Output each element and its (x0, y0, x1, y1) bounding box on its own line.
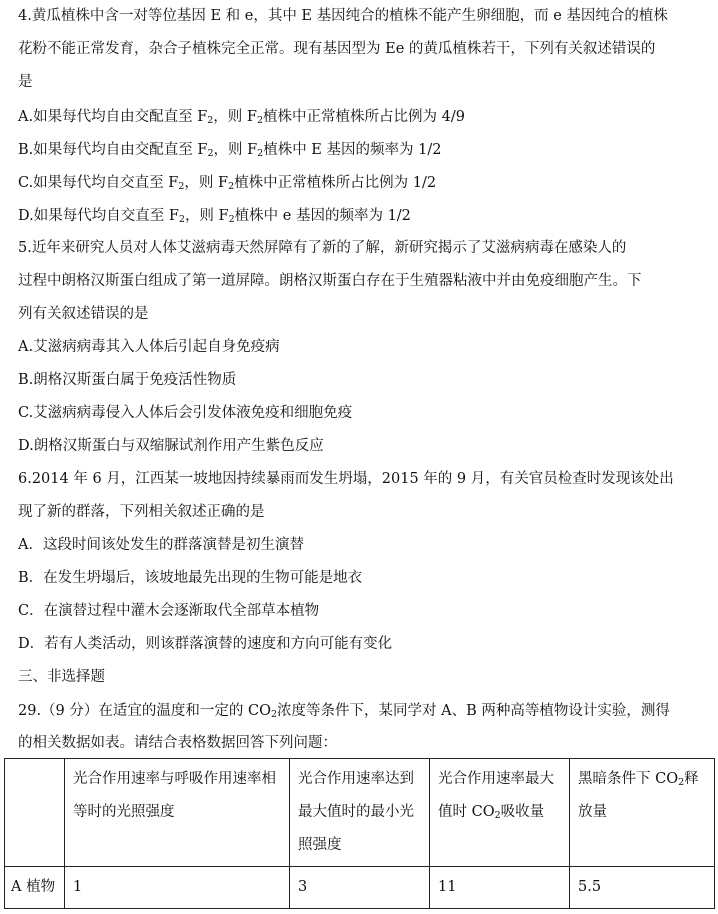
table-row (5, 867, 715, 909)
q6-option-b: B．在发生坍塌后，该坡地最先出现的生物可能是地衣 (18, 570, 363, 586)
table-corner-cell (5, 759, 65, 867)
q29-data-table (4, 758, 715, 909)
q4-stem-line-2: 花粉不能正常发育，杂合子植株完全正常。现有基因型为 Ee 的黄瓜植株若干，下列有关叙述错误的 (18, 41, 656, 57)
q4-option-b: B.如果每代均自由交配直至 $F_2$，则 $F_2$植株中 E 基因的频率为 1/2 (18, 142, 442, 159)
q4-option-a: A.如果每代均自由交配直至 $F_2$，则 $F_2$植株中正常植株所占比例为 4/9 (18, 109, 465, 126)
table-header-light-saturation: 光合作用速率达到最大值时的最小光照强度 (290, 759, 430, 867)
q6-option-d: D．若有人类活动，则该群落演替的速度和方向可能有变化 (18, 636, 393, 652)
q6-stem-line-1: 6.2014 年 6 月，江西某一坡地因持续暴雨而发生坍塌，2015 年的 9 月，有关官员检查时发现该处出 (18, 471, 674, 487)
q5-stem-line-3: 列有关叙述错误的是 (18, 306, 149, 322)
q29-stem-line-2: 的相关数据如表。请结合表格数据回答下列问题： (18, 735, 337, 751)
q4-option-c: C.如果每代均自交直至 $F_2$，则 $F_2$植株中正常植株所占比例为 1/2 (18, 175, 437, 192)
q4-stem-line-1: 4.黄瓜植株中含一对等位基因 E 和 e，其中 E 基因纯合的植株不能产生卵细胞，而 e 基因纯合的植株 (18, 8, 668, 24)
table-header-max-co2-uptake: 光合作用速率最大值时 $CO_2$吸收量 (430, 759, 570, 867)
table-row-label: A 植物 (5, 867, 65, 909)
table-header-row (5, 759, 715, 867)
q5-option-a: A.艾滋病病毒其入人体后引起自身免疫病 (18, 339, 280, 355)
q5-stem-line-2: 过程中朗格汉斯蛋白组成了第一道屏障。朗格汉斯蛋白存在于生殖器粘液中并由免疫细胞产生。下 (18, 273, 642, 289)
q5-option-b: B.朗格汉斯蛋白属于免疫活性物质 (18, 372, 237, 388)
table-cell: 1 (65, 867, 290, 909)
q4-stem-line-3: 是 (18, 74, 33, 90)
q6-stem-line-2: 现了新的群落，下列相关叙述正确的是 (18, 504, 265, 520)
section-title: 三、非选择题 (18, 669, 105, 685)
q5-option-c: C.艾滋病病毒侵入人体后会引发体液免疫和细胞免疫 (18, 405, 353, 421)
table-cell: 11 (430, 867, 570, 909)
q6-option-a: A．这段时间该处发生的群落演替是初生演替 (18, 537, 304, 553)
q29-stem-line-1: 29.（9 分）在适宜的温度和一定的 $CO_2$浓度等条件下，某同学对 A、B 两种高等植物设计实验，测得 (18, 703, 670, 720)
table-cell: 5.5 (570, 867, 715, 909)
table-header-light-compensation: 光合作用速率与呼吸作用速率相等时的光照强度 (65, 759, 290, 867)
q5-option-d: D.朗格汉斯蛋白与双缩脲试剂作用产生紫色反应 (18, 438, 324, 454)
q6-option-c: C．在演替过程中灌木会逐渐取代全部草本植物 (18, 603, 320, 619)
table-cell: 3 (290, 867, 430, 909)
table-header-dark-co2-release: 黑暗条件下 $CO_2$释放量 (570, 759, 715, 867)
q4-option-d: D.如果每代均自交直至 $F_2$，则 $F_2$植株中 e 基因的频率为 1/2 (18, 208, 411, 225)
q5-stem-line-1: 5.近年来研究人员对人体艾滋病毒天然屏障有了新的了解，新研究揭示了艾滋病病毒在感染人的 (18, 240, 627, 256)
